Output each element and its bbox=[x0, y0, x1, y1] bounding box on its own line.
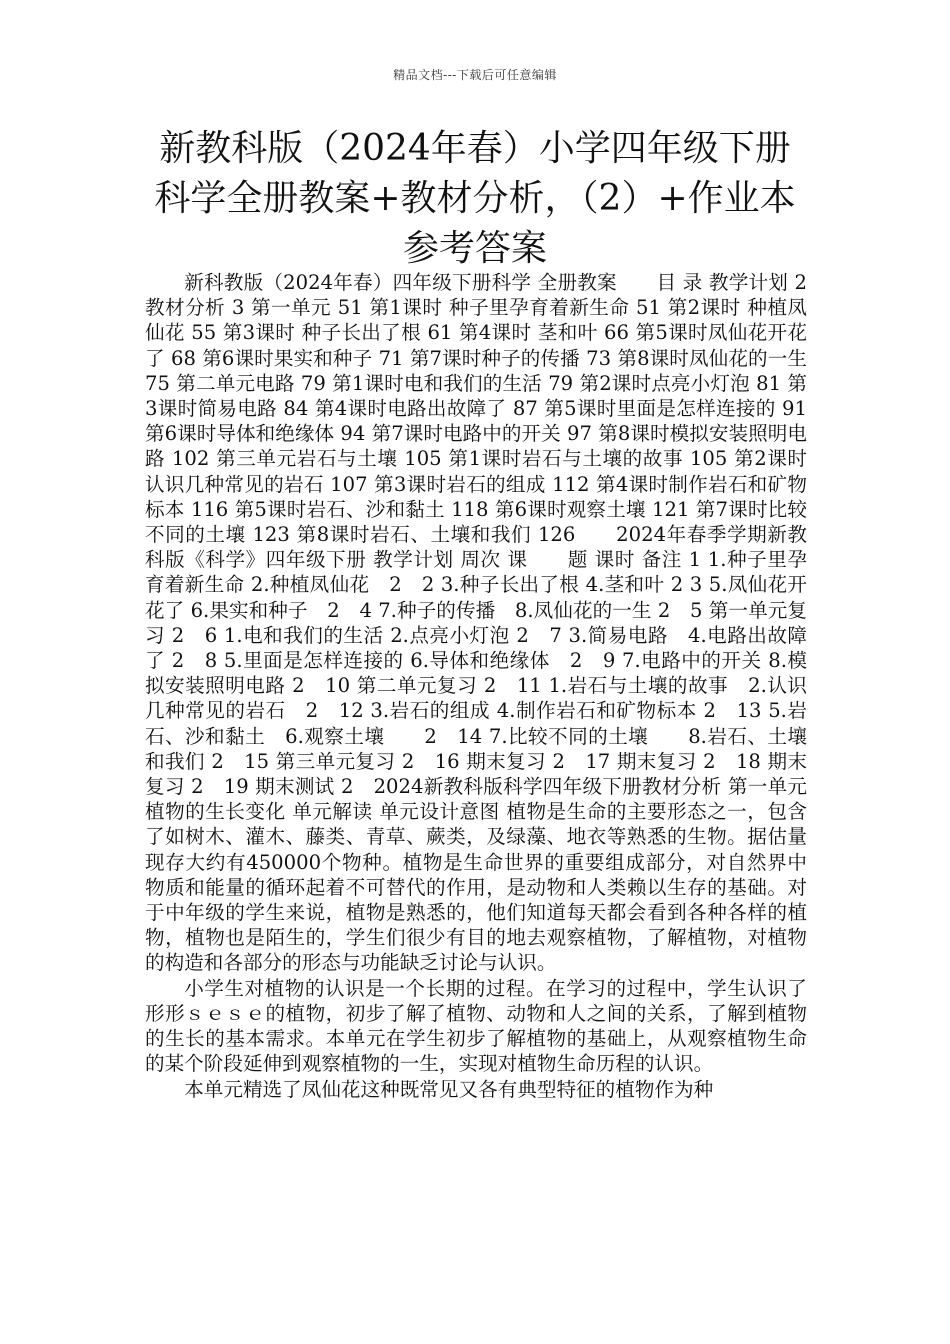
document-body bbox=[145, 270, 847, 1102]
paragraph: 新科教版（2024年春）四年级下册科学 全册教案 目 录 教学计划 2 教材分析 3 第一单元 51 第1课时 种子里孕育着新生命 51 第2课时 种植凤仙花 55 第3课时 种子长出了根 61 第4课时 茎和叶 66 第5课时凤仙花开花了 68 第6课时果实和种子 71 第7课时种子的传播 73 第8课时凤仙花的一生 75 第二单元电路 79 第1课时电和我们的生活 79 第2课时点亮小灯泡 81 第3课时简易电路 84 第4课时电路出故障了 87 第5课时里面是怎样连接的 91 第6课时导体和绝缘体 94 第7课时电路中的开关 97 第8课时模拟安装照明电路 102 第三单元岩石与土壤 105 第1课时岩石与土壤的故事 105 第2课时认识几种常见的岩石 107 第3课时岩石的组成 112 第4课时制作岩石和矿物标本 116 第5课时岩石、沙和黏土 118 第6课时观察土壤 121 第7课时比较不同的土壤 123 第8课时岩石、土壤和我们 126 2024年春季学期新教科版《科学》四年级下册 教学计划 周次 课 题 课时 备注 1 1.种子里孕育着新生命 2.种植凤仙花 2 2 3.种子长出了根 4.茎和叶 2 3 5.凤仙花开花了 6.果实和种子 2 4 7.种子的传播 8.凤仙花的一生 2 5 第一单元复习 2 6 1.电和我们的生活 2.点亮小灯泡 2 7 3.简易电路 4.电路出故障了 2 8 5.里面是怎样连接的 6.导体和绝缘体 2 9 7.电路中的开关 8.模拟安装照明电路 2 10 第二单元复习 2 11 1.岩石与土壤的故事 2.认识几种常见的岩石 2 12 3.岩石的组成 4.制作岩石和矿物标本 2 13 5.岩石、沙和黏土 6.观察土壤 2 14 7.比较不同的土壤 8.岩石、土壤和我们 2 15 第三单元复习 2 16 期末复习 2 17 期末复习 2 18 期末复习 2 19 期末测试 2 2024新教科版科学四年级下册教材分析 第一单元 植物的生长变化 单元解读 单元设计意图 植物是生命的主要形态之一，包含了如树木、灌木、藤类、青草、蕨类，及绿藻、地衣等熟悉的生物。据估量现存大约有450000个物种。植物是生命世界的重要组成部分，对自然界中物质和能量的循环起着不可替代的作用，是动物和人类赖以生存的基础。对于中年级的学生来说，植物是熟悉的，他们知道每天都会看到各种各样的植物，植物也是陌生的，学生们很少有目的地去观察植物，了解植物，对植物的构造和各部分的形态与功能缺乏讨论与认识。 bbox=[145, 271, 847, 975]
paragraph: 小学生对植物的认识是一个长期的过程。在学习的过程中，学生认识了形形ｓｅｓｅ的植物，初步了解了植物、动物和人之间的关系，了解到植物的生长的基本需求。本单元在学生初步了解植物的基础上，从观察植物生命的某个阶段延伸到观察植物的一生，实现对植物生命历程的认识。 bbox=[145, 976, 807, 1076]
document-title: 新教科版（2024年春）小学四年级下册科学全册教案+教材分析，（2）+作业本参考答案 bbox=[154, 128, 796, 269]
header-note: 精品文档---下载后可任意编辑 bbox=[393, 68, 557, 82]
paragraph: 本单元精选了凤仙花这种既常见又各有典型特征的植物作为种 bbox=[184, 1077, 714, 1101]
